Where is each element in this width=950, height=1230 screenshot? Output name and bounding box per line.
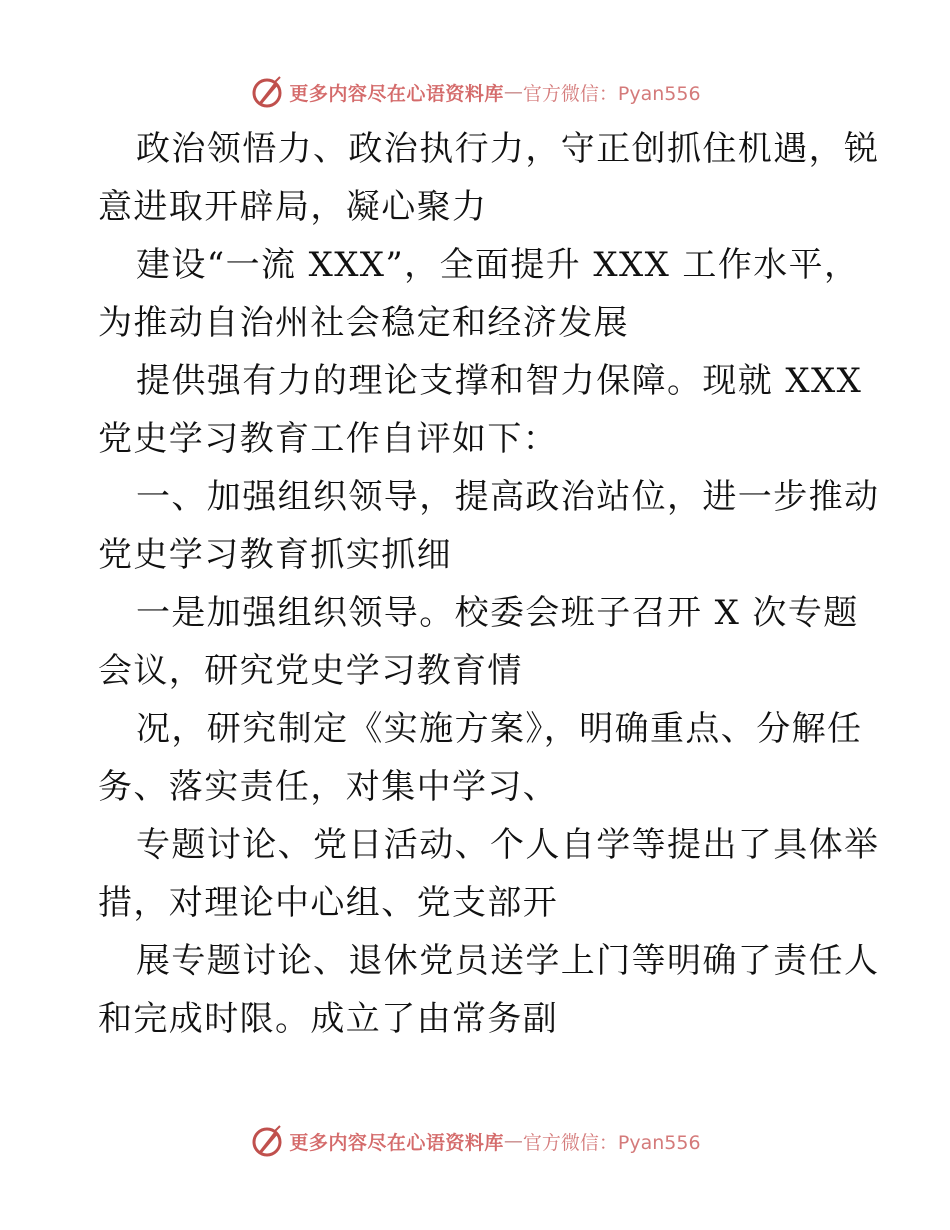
paragraph xyxy=(98,120,880,236)
section-heading xyxy=(98,468,880,584)
watermark-text: 更多内容尽在心语资料库 xyxy=(289,1131,504,1154)
paragraph-line: 专题讨论、党日活动、个人自学等提出了具体举 xyxy=(136,825,880,865)
paragraph-line: 党史学习教育抓实抓细 xyxy=(98,535,452,575)
paragraph-line: 和完成时限。成立了由常务副 xyxy=(98,999,559,1039)
paragraph-line: 况，研究制定《实施方案》，明确重点、分解任 xyxy=(136,709,863,749)
paragraph xyxy=(98,584,858,700)
watermark-separator: — xyxy=(503,81,523,103)
paragraph xyxy=(98,236,858,352)
paragraph-line: 党史学习教育工作自评如下： xyxy=(98,419,559,459)
paragraph-line: 会议，研究党史学习教育情 xyxy=(98,651,523,691)
footer-watermark xyxy=(0,1121,950,1161)
paragraph-line: 展专题讨论、退休党员送学上门等明确了责任人 xyxy=(136,941,880,981)
paragraph xyxy=(98,352,863,468)
paragraph-line: 意进取开辟局，凝心聚力 xyxy=(98,187,488,227)
watermark-contact: 官方微信：Pyan556 xyxy=(522,1131,701,1154)
header-watermark xyxy=(0,72,950,112)
paragraph xyxy=(98,700,863,816)
paragraph xyxy=(98,932,880,1048)
paragraph xyxy=(98,816,880,932)
paragraph-line: 一是加强组织领导。校委会班子召开 X 次专题 xyxy=(136,593,859,633)
paragraph-line: 建设“一流 XXX”，全面提升 XXX 工作水平， xyxy=(136,245,860,285)
paragraph-line: 政治领悟力、政治执行力，守正创抓住机遇，锐 xyxy=(136,129,880,169)
paragraph-line: 务、落实责任，对集中学习、 xyxy=(98,767,559,807)
paragraph-line: 提供强有力的理论支撑和智力保障。现就 XXX xyxy=(136,361,863,401)
watermark-separator: — xyxy=(503,1130,523,1152)
quill-pen-logo-icon xyxy=(249,74,285,110)
quill-pen-logo-icon xyxy=(249,1123,285,1159)
watermark-text: 更多内容尽在心语资料库 xyxy=(289,82,504,105)
watermark-contact: 官方微信：Pyan556 xyxy=(522,82,701,105)
paragraph-line: 措，对理论中心组、党支部开 xyxy=(98,883,559,923)
paragraph-line: 为推动自治州社会稳定和经济发展 xyxy=(98,303,629,343)
document-body xyxy=(98,120,880,1048)
paragraph-line: 一、加强组织领导，提高政治站位，进一步推动 xyxy=(136,477,880,517)
